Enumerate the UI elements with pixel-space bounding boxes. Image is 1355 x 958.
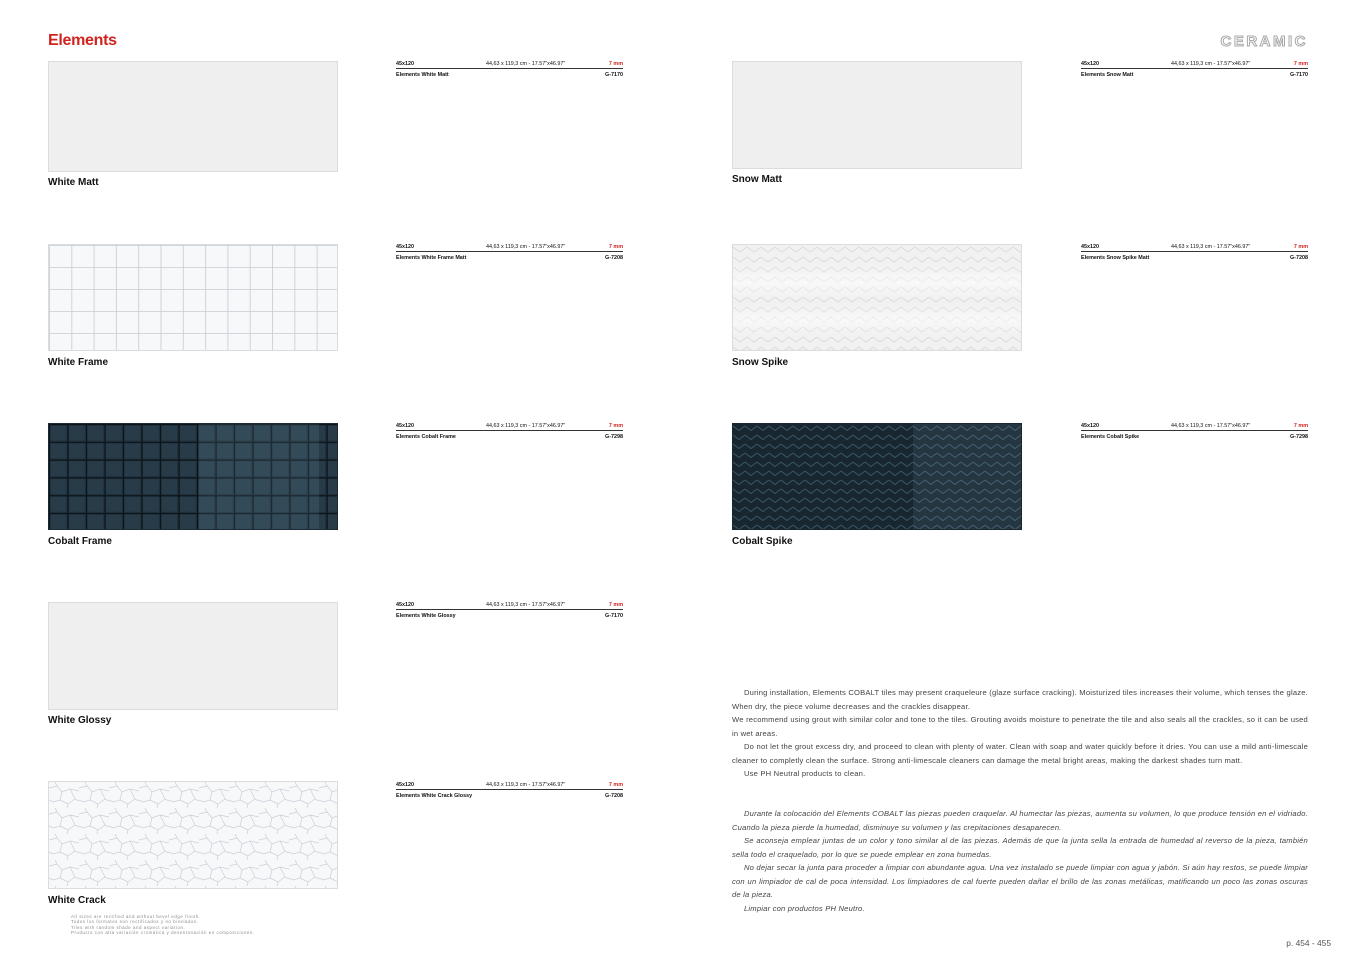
- spec-code: G-7170: [605, 72, 623, 78]
- spec-thickness: 7 mm: [1293, 244, 1308, 250]
- description-paragraph: Do not let the grout excess dry, and proceed to clean with plenty of water. Clean with soap and water quickly before it dries. You can use a mild anti-limescale cleaner to completly clean the surface. Strong anti-limescale cleaners can damage the metal bright areas, making the darkest shades turn matt.: [732, 742, 1308, 765]
- description-english: [732, 686, 1308, 781]
- brand-logo: CERAMIC: [1220, 33, 1308, 50]
- description-paragraph: Durante la colocación del Elements COBALT las piezas pueden craquelar. Al humectar las piezas, aumenta su volumen, lo que produce tensión en el vidriado. Cuando la pieza pierde la humedad, disminuye su volumen y las crepitaciones desaparecen.: [732, 809, 1308, 832]
- spec-code: G-7170: [605, 613, 623, 619]
- spec-snow-spike: [1081, 244, 1308, 262]
- spec-white-glossy: [396, 602, 623, 620]
- description-spanish: [732, 807, 1308, 915]
- tile-image-white-matt: [48, 61, 338, 172]
- page-title: Elements: [48, 32, 117, 49]
- tile-image-snow-matt: [732, 61, 1022, 169]
- description-paragraph: Use PH Neutral products to clean.: [744, 769, 866, 778]
- spec-format: 45x120: [396, 782, 414, 788]
- description-paragraph: During installation, Elements COBALT tiles may present craqueleure (glaze surface cracking). Moisturized tiles increases their volume, which tenses the glaze. When dry, the piece volume decreases and the crackles disappear.: [732, 688, 1308, 711]
- footnotes: [71, 914, 255, 935]
- spec-thickness: 7 mm: [608, 244, 623, 250]
- tile-image-white-glossy: [48, 602, 338, 710]
- spec-format: 45x120: [396, 61, 414, 67]
- spec-dimensions: 44,63 x 119,3 cm - 17.57"x46.97": [486, 782, 566, 788]
- spec-cobalt-frame: [396, 423, 623, 441]
- spec-product-name: Elements White Frame Matt: [396, 255, 467, 261]
- spec-product-name: Elements White Matt: [396, 72, 449, 78]
- tile-name: White Matt: [48, 177, 99, 188]
- spec-code: G-7208: [605, 793, 623, 799]
- description-paragraph: We recommend using grout with similar color and tone to the tiles. Grouting avoids moisture to penetrate the tile and also seals all the crackles, so it can be used in wet areas.: [732, 715, 1308, 738]
- spec-dimensions: 44,63 x 119,3 cm - 17.57"x46.97": [486, 602, 566, 608]
- spec-code: G-7208: [1290, 255, 1308, 261]
- footnote-line: Producto con alta variación cromática y desentonación en composiciones.: [71, 929, 255, 935]
- spec-format: 45x120: [396, 244, 414, 250]
- tile-image-white-crack: [48, 781, 338, 889]
- spec-dimensions: 44,63 x 119,3 cm - 17.57"x46.97": [486, 423, 566, 429]
- spec-code: G-7208: [605, 255, 623, 261]
- tile-name: White Crack: [48, 895, 106, 906]
- description-paragraph: Limpiar con productos PH Neutro.: [744, 903, 865, 913]
- spec-format: 45x120: [396, 602, 414, 608]
- tile-name: Snow Matt: [732, 174, 782, 185]
- spec-product-name: Elements Snow Spike Matt: [1081, 255, 1150, 261]
- spec-dimensions: 44,63 x 119,3 cm - 17.57"x46.97": [486, 61, 566, 67]
- description-paragraph: No dejar secar la junta para proceder a limpiar con abundante agua. Una vez instalado se puede limpiar con agua y jabón. Si aún hay restos, se puede limpiar con un limpiador de cal de poca intensidad. Los limpiadores de cal fuerte pueden dañar el brillo de las zonas metálicas, matificando un poco las zonas oscuras de la pieza.: [732, 863, 1308, 899]
- spec-dimensions: 44,63 x 119,3 cm - 17.57"x46.97": [1171, 423, 1251, 429]
- tile-name: White Frame: [48, 357, 109, 368]
- tile-name: Snow Spike: [732, 357, 789, 368]
- footnote-line: All sizes are rectified and without bevel edge finish.: [71, 914, 201, 919]
- spec-code: G-7170: [1290, 72, 1308, 78]
- spec-snow-matt: [1081, 61, 1308, 79]
- spec-format: 45x120: [1081, 61, 1099, 67]
- spec-format: 45x120: [1081, 244, 1099, 250]
- spec-thickness: 7 mm: [1293, 61, 1308, 67]
- spec-product-name: Elements Cobalt Frame: [396, 434, 456, 440]
- footnote-line: Todos los formatos son rectificados y no biselados.: [71, 919, 199, 925]
- spec-dimensions: 44,63 x 119,3 cm - 17.57"x46.97": [1171, 61, 1251, 67]
- spec-product-name: Elements Snow Matt: [1081, 72, 1134, 78]
- spec-thickness: 7 mm: [608, 423, 623, 429]
- spec-thickness: 7 mm: [1293, 423, 1308, 429]
- spec-white-crack: [396, 782, 623, 800]
- tile-image-cobalt-frame: [48, 423, 338, 530]
- spec-product-name: Elements Cobalt Spike: [1081, 434, 1140, 440]
- spec-white-frame: [396, 244, 623, 262]
- spec-dimensions: 44,63 x 119,3 cm - 17.57"x46.97": [486, 244, 566, 250]
- spec-product-name: Elements White Crack Glossy: [396, 793, 473, 799]
- tile-image-snow-spike: [732, 244, 1022, 351]
- tile-name: White Glossy: [48, 715, 112, 726]
- description-paragraph: Se aconseja emplear juntas de un color y tono similar al de las piezas. Además de que la junta sella la entrada de humedad al reverso de la pieza, también sella todo el craquelado, por lo que se puede emplear en zona humedas.: [732, 836, 1308, 859]
- tile-name: Cobalt Spike: [732, 536, 793, 547]
- spec-product-name: Elements White Glossy: [396, 613, 456, 619]
- spec-thickness: 7 mm: [608, 782, 623, 788]
- footnote-line: Tiles with random shade and aspect variation.: [71, 924, 186, 930]
- spec-dimensions: 44,63 x 119,3 cm - 17.57"x46.97": [1171, 244, 1251, 250]
- spec-cobalt-spike: [1081, 423, 1308, 441]
- spec-code: G-7298: [605, 434, 623, 440]
- spec-format: 45x120: [396, 423, 414, 429]
- page-number: p. 454 - 455: [1286, 938, 1331, 948]
- spec-thickness: 7 mm: [608, 602, 623, 608]
- spec-code: G-7298: [1290, 434, 1308, 440]
- tile-name: Cobalt Frame: [48, 536, 112, 547]
- tile-image-cobalt-spike: [732, 423, 1022, 530]
- spec-white-matt: [396, 61, 623, 79]
- spec-format: 45x120: [1081, 423, 1099, 429]
- spec-thickness: 7 mm: [608, 61, 623, 67]
- tile-image-white-frame: [48, 244, 338, 351]
